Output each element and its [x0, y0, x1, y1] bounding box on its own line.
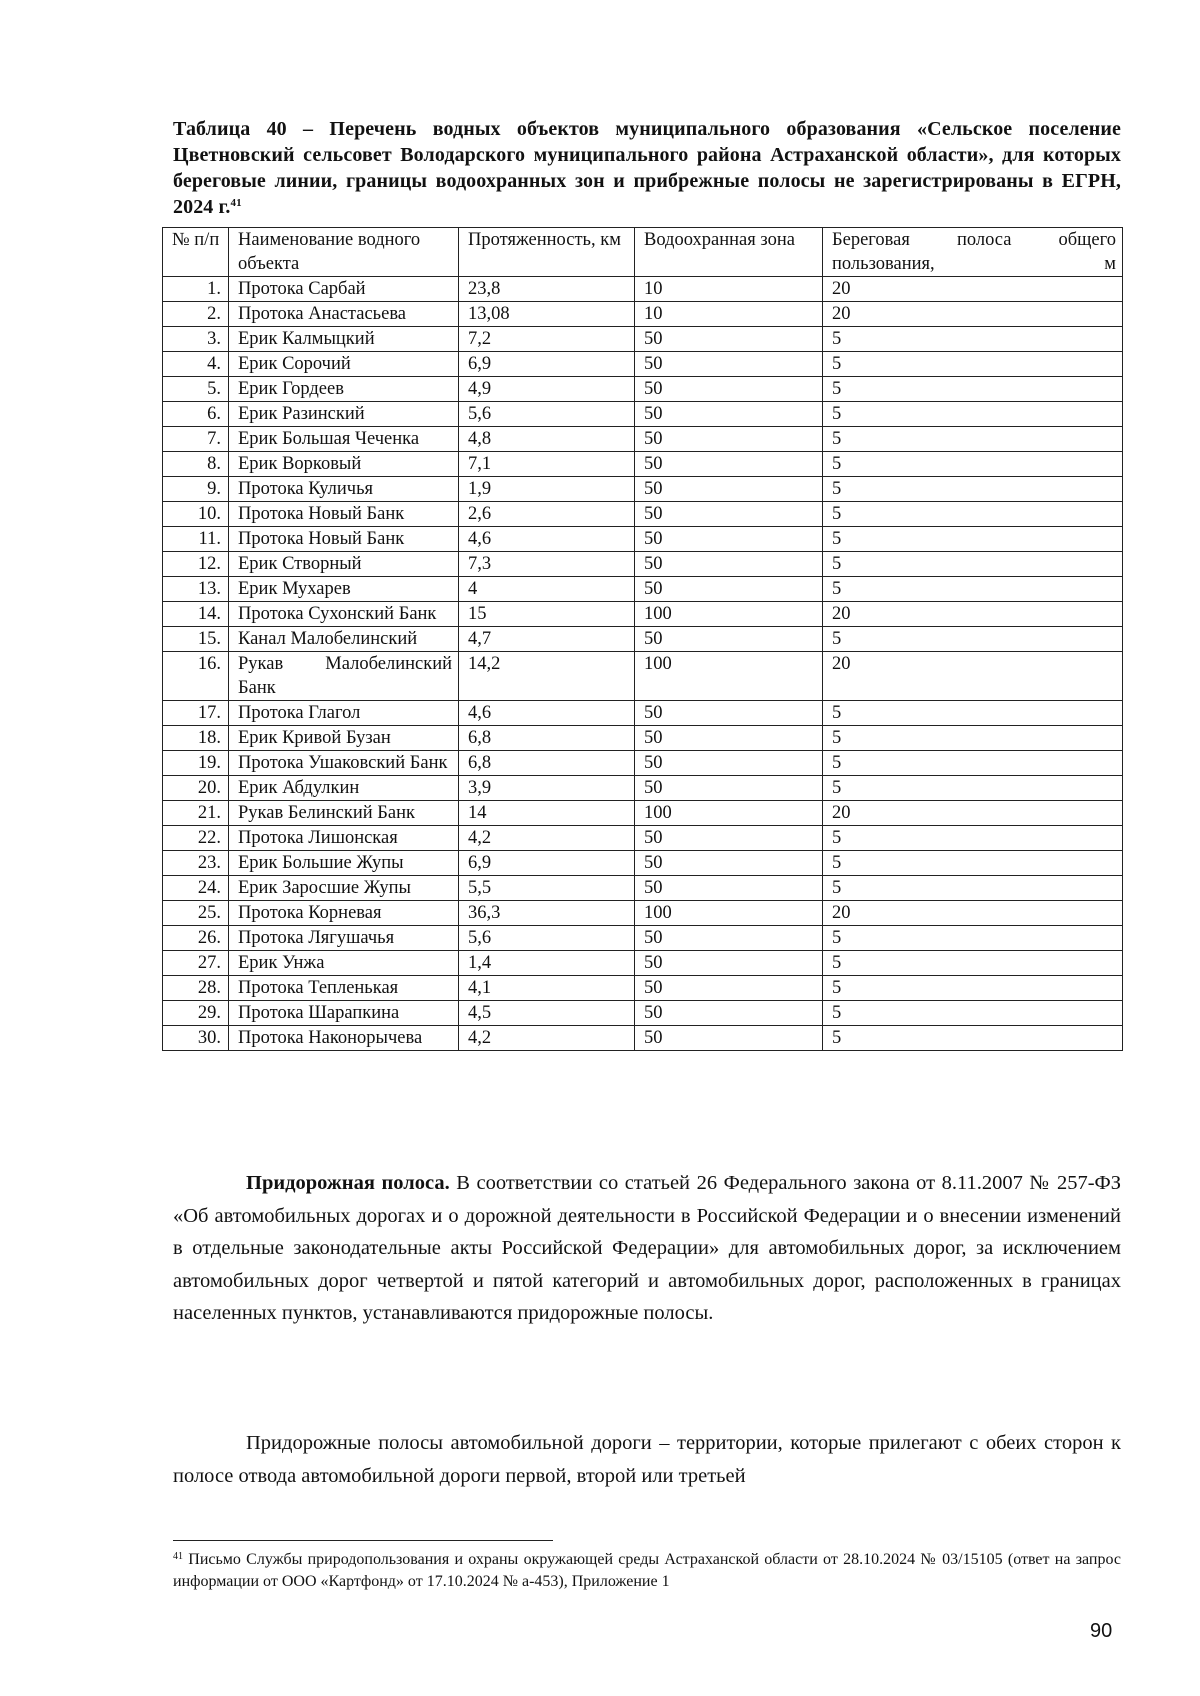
row-number: 11. — [163, 527, 229, 552]
water-protection-zone: 50 — [635, 327, 823, 352]
shore-strip-m: 20 — [823, 901, 1123, 926]
shore-strip-m: 5 — [823, 976, 1123, 1001]
water-object-name: Протока Лягушачья — [229, 926, 459, 951]
shore-strip-m: 20 — [823, 801, 1123, 826]
row-number: 15. — [163, 627, 229, 652]
shore-strip-m: 5 — [823, 452, 1123, 477]
page-number: 90 — [1090, 1620, 1113, 1642]
table-row — [163, 552, 1123, 577]
row-number: 25. — [163, 901, 229, 926]
water-protection-zone: 50 — [635, 751, 823, 776]
shore-strip-m: 5 — [823, 876, 1123, 901]
length-km: 6,9 — [459, 352, 635, 377]
header-water-protection-zone: Водоохранная зона — [635, 228, 823, 277]
shore-strip-m: 5 — [823, 627, 1123, 652]
header-name: Наименование водного объекта — [229, 228, 459, 277]
water-protection-zone: 50 — [635, 826, 823, 851]
row-number: 29. — [163, 1001, 229, 1026]
length-km: 4,6 — [459, 527, 635, 552]
row-number: 4. — [163, 352, 229, 377]
water-object-name: Ерик Абдулкин — [229, 776, 459, 801]
length-km: 13,08 — [459, 302, 635, 327]
water-object-name: Ерик Гордеев — [229, 377, 459, 402]
length-km: 2,6 — [459, 502, 635, 527]
table-row — [163, 577, 1123, 602]
water-object-name: Ерик Мухарев — [229, 577, 459, 602]
length-km: 14 — [459, 801, 635, 826]
footnote-divider — [173, 1540, 553, 1541]
water-object-name: Ерик Сорочий — [229, 352, 459, 377]
shore-strip-m: 20 — [823, 602, 1123, 627]
table-row — [163, 427, 1123, 452]
row-number: 2. — [163, 302, 229, 327]
header-length: Протяженность, км — [459, 228, 635, 277]
table-row — [163, 327, 1123, 352]
length-km: 4,8 — [459, 427, 635, 452]
row-number: 18. — [163, 726, 229, 751]
water-protection-zone: 50 — [635, 876, 823, 901]
water-protection-zone: 50 — [635, 377, 823, 402]
water-object-name: Протока Сухонский Банк — [229, 602, 459, 627]
row-number: 1. — [163, 277, 229, 302]
length-km: 4,7 — [459, 627, 635, 652]
table-row — [163, 277, 1123, 302]
length-km: 6,9 — [459, 851, 635, 876]
row-number: 13. — [163, 577, 229, 602]
table-row — [163, 801, 1123, 826]
shore-strip-m: 5 — [823, 776, 1123, 801]
row-number: 3. — [163, 327, 229, 352]
water-object-name: Протока Новый Банк — [229, 502, 459, 527]
table-row — [163, 976, 1123, 1001]
shore-strip-m: 5 — [823, 851, 1123, 876]
water-object-name: Протока Наконорычева — [229, 1026, 459, 1051]
table-row — [163, 926, 1123, 951]
length-km: 3,9 — [459, 776, 635, 801]
length-km: 4,6 — [459, 701, 635, 726]
length-km: 14,2 — [459, 652, 635, 701]
shore-strip-m: 5 — [823, 352, 1123, 377]
table-row — [163, 1001, 1123, 1026]
paragraph-text: В соответствии со статьей 26 Федерального закона от 8.11.2007 № 257-ФЗ «Об автомобильных дорогах и о дорожной деятельности в Российской Федерации и о внесении изменений в отдельные законодательные акты Российской Федерации» для автомобильных дорог, за исключением автомобильных дорог четвертой и пятой категорий и автомобильных дорог, расположенных в границах населенных пунктов, устанавливаются придорожные полосы. — [173, 1172, 1121, 1324]
row-number: 20. — [163, 776, 229, 801]
water-object-name: Рукав Малобелинский Банк — [229, 652, 459, 701]
table-row — [163, 1026, 1123, 1051]
water-object-name: Ерик Разинский — [229, 402, 459, 427]
length-km: 1,9 — [459, 477, 635, 502]
water-object-name: Протока Глагол — [229, 701, 459, 726]
table-header-row — [163, 228, 1123, 277]
water-protection-zone: 10 — [635, 277, 823, 302]
water-object-name: Протока Ушаковский Банк — [229, 751, 459, 776]
table-row — [163, 951, 1123, 976]
row-number: 6. — [163, 402, 229, 427]
water-object-name: Ерик Большая Чеченка — [229, 427, 459, 452]
row-number: 9. — [163, 477, 229, 502]
length-km: 7,2 — [459, 327, 635, 352]
shore-strip-m: 5 — [823, 726, 1123, 751]
length-km: 1,4 — [459, 951, 635, 976]
shore-strip-m: 5 — [823, 1001, 1123, 1026]
row-number: 5. — [163, 377, 229, 402]
length-km: 4,9 — [459, 377, 635, 402]
water-protection-zone: 100 — [635, 801, 823, 826]
water-protection-zone: 50 — [635, 552, 823, 577]
shore-strip-m: 5 — [823, 552, 1123, 577]
table-row — [163, 851, 1123, 876]
shore-strip-m: 5 — [823, 402, 1123, 427]
table-row — [163, 302, 1123, 327]
water-protection-zone: 50 — [635, 627, 823, 652]
table-row — [163, 876, 1123, 901]
water-protection-zone: 50 — [635, 477, 823, 502]
water-protection-zone: 50 — [635, 452, 823, 477]
water-protection-zone: 10 — [635, 302, 823, 327]
footnote-number: 41 — [173, 1551, 183, 1562]
paragraph-heading: Придорожная полоса. — [246, 1172, 450, 1194]
table-row — [163, 751, 1123, 776]
row-number: 24. — [163, 876, 229, 901]
shore-strip-m: 5 — [823, 926, 1123, 951]
row-number: 14. — [163, 602, 229, 627]
shore-strip-m: 20 — [823, 302, 1123, 327]
table-caption-text: Таблица 40 – Перечень водных объектов муниципального образования «Сельское поселение Цветновский сельсовет Володарского муниципального района Астраханской области», для которых береговые линии, границы водоохранных зон и прибрежные полосы не зарегистрированы в ЕГРН, 2024 г. — [173, 118, 1121, 218]
length-km: 5,5 — [459, 876, 635, 901]
water-object-name: Канал Малобелинский — [229, 627, 459, 652]
footnote — [173, 1549, 1121, 1593]
water-protection-zone: 100 — [635, 652, 823, 701]
shore-strip-m: 5 — [823, 701, 1123, 726]
table-row — [163, 652, 1123, 701]
water-object-name: Протока Куличья — [229, 477, 459, 502]
water-object-name: Ерик Калмыцкий — [229, 327, 459, 352]
row-number: 30. — [163, 1026, 229, 1051]
water-object-name: Ерик Большие Жупы — [229, 851, 459, 876]
table-row — [163, 452, 1123, 477]
table-row — [163, 502, 1123, 527]
table-row — [163, 402, 1123, 427]
row-number: 27. — [163, 951, 229, 976]
shore-strip-m: 5 — [823, 477, 1123, 502]
length-km: 5,6 — [459, 402, 635, 427]
water-object-name: Протока Новый Банк — [229, 527, 459, 552]
row-number: 12. — [163, 552, 229, 577]
water-protection-zone: 50 — [635, 726, 823, 751]
shore-strip-m: 5 — [823, 502, 1123, 527]
water-object-name: Протока Анастасьева — [229, 302, 459, 327]
footnote-ref: 41 — [230, 197, 242, 209]
water-object-name: Ерик Унжа — [229, 951, 459, 976]
header-shore-strip — [823, 228, 1123, 277]
water-protection-zone: 50 — [635, 427, 823, 452]
water-protection-zone: 50 — [635, 527, 823, 552]
paragraph-roadside-definition: Придорожные полосы автомобильной дороги – территории, которые прилегают с обеих сторон к полосе отвода автомобильной дороги первой, второй или третьей — [173, 1432, 1121, 1487]
water-protection-zone: 50 — [635, 851, 823, 876]
table-row — [163, 477, 1123, 502]
length-km: 7,3 — [459, 552, 635, 577]
length-km: 6,8 — [459, 726, 635, 751]
water-protection-zone: 50 — [635, 951, 823, 976]
water-object-name: Ерик Кривой Бузан — [229, 726, 459, 751]
water-object-name: Ерик Створный — [229, 552, 459, 577]
water-object-name: Рукав Белинский Банк — [229, 801, 459, 826]
row-number: 26. — [163, 926, 229, 951]
water-protection-zone: 50 — [635, 502, 823, 527]
row-number: 23. — [163, 851, 229, 876]
shore-strip-m: 5 — [823, 527, 1123, 552]
shore-strip-m: 5 — [823, 751, 1123, 776]
row-number: 8. — [163, 452, 229, 477]
water-protection-zone: 100 — [635, 602, 823, 627]
length-km: 36,3 — [459, 901, 635, 926]
length-km: 4,2 — [459, 1026, 635, 1051]
length-km: 6,8 — [459, 751, 635, 776]
row-number: 10. — [163, 502, 229, 527]
table-row — [163, 602, 1123, 627]
water-object-name: Ерик Ворковый — [229, 452, 459, 477]
row-number: 19. — [163, 751, 229, 776]
shore-strip-m: 5 — [823, 577, 1123, 602]
water-protection-zone: 50 — [635, 701, 823, 726]
table-row — [163, 701, 1123, 726]
shore-strip-m: 5 — [823, 826, 1123, 851]
shore-strip-m: 5 — [823, 377, 1123, 402]
water-object-name: Ерик Заросшие Жупы — [229, 876, 459, 901]
length-km: 4 — [459, 577, 635, 602]
length-km: 4,1 — [459, 976, 635, 1001]
water-protection-zone: 50 — [635, 926, 823, 951]
shore-strip-m: 5 — [823, 951, 1123, 976]
header-shore-strip-text: Береговая полоса общего пользования, м — [832, 230, 1116, 274]
table-row — [163, 901, 1123, 926]
water-protection-zone: 50 — [635, 1026, 823, 1051]
water-objects-table — [162, 227, 1123, 1051]
row-number: 28. — [163, 976, 229, 1001]
table-row — [163, 826, 1123, 851]
water-object-name: Протока Корневая — [229, 901, 459, 926]
length-km: 7,1 — [459, 452, 635, 477]
water-object-name: Протока Шарапкина — [229, 1001, 459, 1026]
length-km: 5,6 — [459, 926, 635, 951]
length-km: 23,8 — [459, 277, 635, 302]
table-row — [163, 527, 1123, 552]
table-row — [163, 627, 1123, 652]
row-number: 21. — [163, 801, 229, 826]
row-number: 17. — [163, 701, 229, 726]
table-row — [163, 776, 1123, 801]
shore-strip-m: 20 — [823, 652, 1123, 701]
row-number: 16. — [163, 652, 229, 701]
footnote-text: Письмо Службы природопользования и охраны окружающей среды Астраханской области от 28.10.2024 № 03/15105 (ответ на запрос информации от ООО «Картфонд» от 17.10.2024 № а-453), Приложение 1 — [173, 1551, 1121, 1590]
water-protection-zone: 50 — [635, 402, 823, 427]
row-number: 22. — [163, 826, 229, 851]
water-protection-zone: 50 — [635, 577, 823, 602]
water-protection-zone: 50 — [635, 352, 823, 377]
shore-strip-m: 5 — [823, 1026, 1123, 1051]
row-number: 7. — [163, 427, 229, 452]
shore-strip-m: 5 — [823, 327, 1123, 352]
water-protection-zone: 100 — [635, 901, 823, 926]
water-object-name: Протока Лишонская — [229, 826, 459, 851]
header-number: № п/п — [163, 228, 229, 277]
table-row — [163, 377, 1123, 402]
length-km: 15 — [459, 602, 635, 627]
water-object-name: Протока Тепленькая — [229, 976, 459, 1001]
water-protection-zone: 50 — [635, 776, 823, 801]
length-km: 4,2 — [459, 826, 635, 851]
paragraph-roadside-strip — [173, 1167, 1121, 1330]
table-row — [163, 726, 1123, 751]
shore-strip-m: 5 — [823, 427, 1123, 452]
shore-strip-m: 20 — [823, 277, 1123, 302]
table-caption — [173, 116, 1121, 220]
water-protection-zone: 50 — [635, 976, 823, 1001]
water-protection-zone: 50 — [635, 1001, 823, 1026]
table-row — [163, 352, 1123, 377]
water-object-name: Протока Сарбай — [229, 277, 459, 302]
length-km: 4,5 — [459, 1001, 635, 1026]
